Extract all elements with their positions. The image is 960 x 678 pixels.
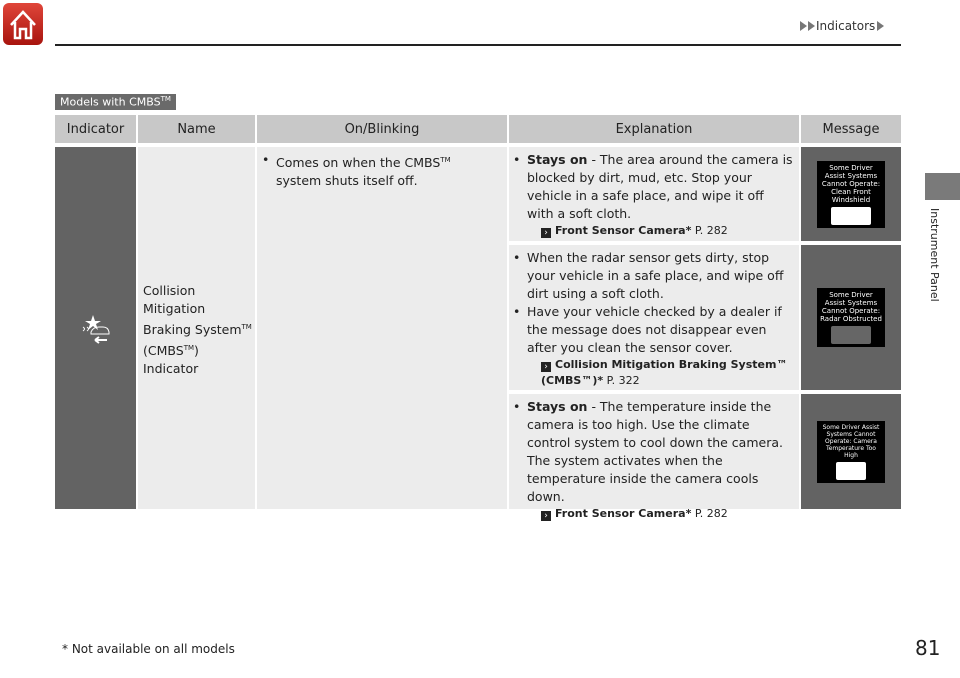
name-line: Braking System: [143, 322, 242, 338]
footnote-star: *: [597, 374, 604, 387]
reference-arrow-icon: ›: [541, 511, 551, 521]
message-screen: [817, 161, 885, 228]
explanation-text: • Have your vehicle checked by a dealer if the message does not disappear even after you clean the sensor cover.: [513, 303, 793, 357]
explanation-row-2: [509, 245, 799, 390]
footnote-star: *: [685, 507, 692, 520]
message-screen: [817, 288, 885, 347]
name-line: (CMBS: [143, 343, 184, 359]
message-cell-2: [801, 245, 901, 390]
explanation-text: • When the radar sensor gets dirty, stop your vehicle in a safe place, and wipe off dirt using a soft cloth.: [513, 249, 793, 303]
tm-mark: TM: [440, 156, 451, 164]
message-text: Some Driver Assist Systems Cannot Operate: Radar Obstructed: [820, 291, 882, 323]
message-cell-3: [801, 394, 901, 509]
models-badge: [55, 94, 176, 110]
reference-arrow-icon: ›: [541, 228, 551, 238]
breadcrumb-label: Indicators: [816, 19, 876, 33]
stays-on-label: Stays on: [527, 399, 588, 414]
col-indicator: Indicator: [55, 115, 136, 143]
badge-label: Models with CMBS: [60, 95, 161, 109]
arrow-icon: [800, 21, 807, 31]
explanation-row-3: [509, 394, 799, 521]
reference-title: Collision Mitigation Braking System™ (CMBS™): [541, 358, 788, 387]
col-message: Message: [801, 115, 901, 143]
on-blinking-text: system shuts itself off.: [276, 173, 418, 189]
message-cell-1: [801, 147, 901, 241]
indicator-cell: [55, 147, 136, 509]
tm-mark: TM: [160, 95, 171, 103]
col-explanation: Explanation: [509, 115, 799, 143]
camera-temperature-icon: [836, 462, 866, 480]
name-line: Collision: [143, 283, 196, 298]
message-text: Some Driver Assist Systems Cannot Operate: Clean Front Windshield: [821, 163, 881, 204]
name-line: Mitigation: [143, 301, 206, 316]
name-cell: [138, 147, 255, 509]
name-line: Indicator: [143, 361, 199, 377]
reference-page: P. 282: [691, 224, 728, 237]
stays-on-label: Stays on: [527, 152, 588, 167]
reference-arrow-icon: ›: [541, 362, 551, 372]
name-line: ): [194, 343, 199, 359]
on-blinking-cell: [257, 147, 507, 509]
tm-mark: TM: [183, 344, 195, 353]
tm-mark: TM: [241, 323, 252, 331]
reference-page: P. 322: [603, 374, 640, 387]
explanation-text: - The area around the camera is blocked by dirt, mud, etc. Stop your vehicle in a safe place, and wipe it off with a soft cloth.: [527, 152, 793, 221]
arrow-icon: [877, 21, 884, 31]
camera-windshield-icon: [831, 207, 871, 225]
page-reference[interactable]: [513, 223, 793, 239]
reference-page: P. 282: [691, 507, 728, 520]
message-text: Some Driver Assist Systems Cannot Operate: Camera Temperature Too High: [822, 423, 880, 459]
reference-title: Front Sensor Camera: [555, 224, 686, 237]
section-tab[interactable]: [925, 173, 960, 200]
page-number: 81: [915, 636, 941, 660]
col-name: Name: [138, 115, 255, 143]
section-tab-label[interactable]: Instrument Panel: [928, 208, 941, 302]
on-blinking-text: Comes on when the CMBS: [276, 155, 441, 171]
footnote-star: *: [685, 224, 692, 237]
footnote: * Not available on all models: [62, 642, 235, 656]
arrow-icon: [808, 21, 815, 31]
col-on-blinking: On/Blinking: [257, 115, 507, 143]
home-icon[interactable]: [3, 3, 43, 45]
page-reference[interactable]: [513, 506, 793, 522]
breadcrumb[interactable]: [800, 19, 885, 33]
explanation-row-1: [509, 147, 799, 241]
message-screen: [817, 421, 885, 483]
cmbs-indicator-icon: [81, 313, 113, 345]
reference-title: Front Sensor Camera: [555, 507, 686, 520]
explanation-text: - The temperature inside the camera is too high. Use the climate control system to cool down the camera. The system activates when the temperature inside the camera cools down.: [527, 399, 783, 504]
radar-icon: [831, 326, 871, 344]
page-reference[interactable]: [513, 357, 793, 389]
header-rule: [55, 44, 901, 46]
